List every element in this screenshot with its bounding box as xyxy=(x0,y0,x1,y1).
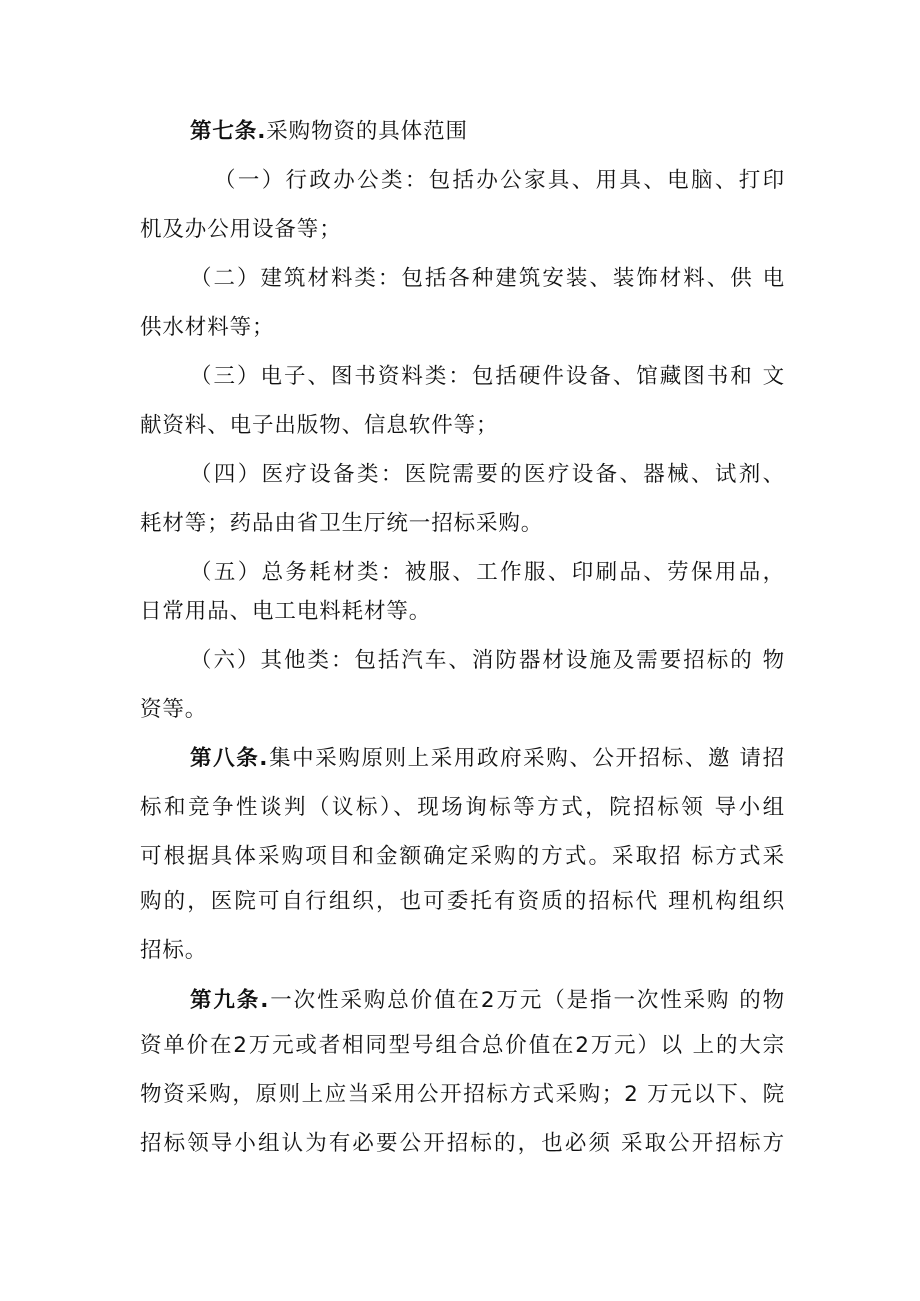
article-9-text: 一次性采购总价值在2万元（是指一次性采购 的物 xyxy=(269,988,785,1013)
article-7-title: 采购物资的具体范围 xyxy=(266,119,468,144)
article-7-item-4-line-2: 耗材等；药品由省卫生厅统一招标采购。 xyxy=(140,511,544,536)
article-8-line-4: 购的，医院可自行组织，也可委托有资质的招标代 理机构组织 xyxy=(140,889,785,914)
article-8-line-2: 标和竞争性谈判（议标）、现场询标等方式，院招标领 导小组 xyxy=(140,795,785,820)
article-7-item-1-line-2: 机及办公用设备等； xyxy=(140,217,342,242)
article-8-number: 第八条. xyxy=(190,746,269,771)
article-7-heading xyxy=(190,117,785,147)
article-8-first-line xyxy=(190,744,785,774)
article-7-item-6-line-1: （六）其他类：包括汽车、消防器材设施及需要招标的 物 xyxy=(190,648,785,673)
article-7-item-2-line-1: （二）建筑材料类：包括各种建筑安装、装饰材料、供 电 xyxy=(190,266,785,291)
article-9-line-4: 招标领导小组认为有必要公开招标的，也必须 采取公开招标方 xyxy=(140,1131,785,1156)
article-9-line-3: 物资采购，原则上应当采用公开招标方式采购；2 万元以下、院 xyxy=(140,1082,785,1107)
article-7-item-3-line-2: 献资料、电子出版物、信息软件等； xyxy=(140,413,499,438)
article-7-item-1-line-1: （一）行政办公类：包括办公家具、用具、电脑、打印 xyxy=(214,168,785,193)
article-8-text: 集中采购原则上采用政府采购、公开招标、邀 请招 xyxy=(268,746,785,771)
article-7-number: 第七条. xyxy=(190,119,267,144)
article-7-item-2-line-2: 供水材料等； xyxy=(140,315,275,340)
article-9-line-2: 资单价在2万元或者相同型号组合总价值在2万元）以 上的大宗 xyxy=(140,1033,785,1058)
article-7-item-5-line-2: 日常用品、电工电料耗材等。 xyxy=(140,599,432,624)
article-9-first-line xyxy=(190,986,785,1016)
article-7-item-3-line-1: （三）电子、图书资料类：包括硬件设备、馆藏图书和 文 xyxy=(190,364,785,389)
article-7-item-6-line-2: 资等。 xyxy=(140,697,208,722)
article-8-line-5: 招标。 xyxy=(140,938,208,963)
article-7-item-4-line-1: （四）医疗设备类：医院需要的医疗设备、器械、试剂、 xyxy=(190,462,785,487)
article-9-number: 第九条. xyxy=(190,988,270,1013)
article-8-line-3: 可根据具体采购项目和金额确定采购的方式。采取招 标方式采 xyxy=(140,844,785,869)
article-7-item-5-line-1: （五）总务耗材类：被服、工作服、印刷品、劳保用品， xyxy=(190,560,785,585)
